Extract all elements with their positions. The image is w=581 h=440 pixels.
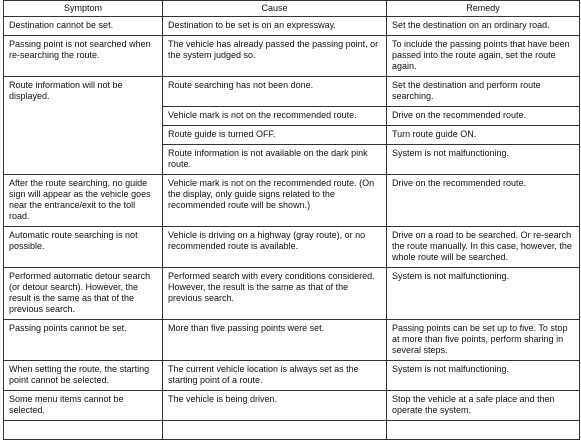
header-cause: Cause — [163, 1, 387, 17]
table-row — [4, 268, 580, 320]
remedy-cell: System is not malfunctioning. — [387, 145, 580, 175]
cause-cell: Route searching has not been done. — [163, 77, 387, 107]
cause-cell: Performed search with every conditions considered. However, the result is the same as that of the previous search. — [163, 268, 387, 320]
table-row — [4, 77, 580, 107]
table-row — [4, 391, 580, 421]
table-body — [4, 17, 580, 440]
remedy-cell: Drive on the recommended route. — [387, 175, 580, 227]
table-row — [4, 361, 580, 391]
table-row — [4, 320, 580, 361]
cause-cell: The vehicle is being driven. — [163, 391, 387, 421]
remedy-cell: To include the passing points that have been passed into the route again, set the route again. — [387, 36, 580, 77]
remedy-cell — [387, 421, 580, 440]
remedy-cell: System is not malfunctioning. — [387, 268, 580, 320]
remedy-cell: Drive on the recommended route. — [387, 107, 580, 126]
table-row — [4, 421, 580, 440]
symptom-cell: Performed automatic detour search (or detour search). However, the result is the same as that of the previous search. — [4, 268, 163, 320]
table-row — [4, 175, 580, 227]
remedy-cell: Turn route guide ON. — [387, 126, 580, 145]
remedy-cell: Drive on a road to be searched. Or re-search the route manually. In this case, however, the whole route will be searched. — [387, 227, 580, 268]
symptom-cell: Some menu items cannot be selected. — [4, 391, 163, 421]
symptom-cell: When setting the route, the starting point cannot be selected. — [4, 361, 163, 391]
remedy-cell: System is not malfunctioning. — [387, 361, 580, 391]
remedy-cell: Passing points can be set up to five. To stop at more than five points, perform sharing in several steps. — [387, 320, 580, 361]
header-symptom: Symptom — [4, 1, 163, 17]
cause-cell: Route guide is turned OFF. — [163, 126, 387, 145]
header-remedy: Remedy — [387, 1, 580, 17]
symptom-cell: Route information will not be displayed. — [4, 77, 163, 175]
table-row — [4, 36, 580, 77]
table-row — [4, 17, 580, 36]
cause-cell: The vehicle has already passed the passing point, or the system judged so. — [163, 36, 387, 77]
symptom-cell: Passing points cannot be set. — [4, 320, 163, 361]
table-row — [4, 227, 580, 268]
remedy-cell: Set the destination on an ordinary road. — [387, 17, 580, 36]
troubleshooting-table — [3, 0, 580, 440]
symptom-cell: Destination cannot be set. — [4, 17, 163, 36]
cause-cell: Vehicle mark is not on the recommended route. — [163, 107, 387, 126]
symptom-cell — [4, 421, 163, 440]
cause-cell: Vehicle is driving on a highway (gray route), or no recommended route is available. — [163, 227, 387, 268]
cause-cell: Route information is not available on the dark pink route. — [163, 145, 387, 175]
remedy-cell: Stop the vehicle at a safe place and then operate the system. — [387, 391, 580, 421]
cause-cell: More than five passing points were set. — [163, 320, 387, 361]
cause-cell: The current vehicle location is always set as the starting point of a route. — [163, 361, 387, 391]
remedy-cell: Set the destination and perform route searching. — [387, 77, 580, 107]
symptom-cell: Passing point is not searched when re-searching the route. — [4, 36, 163, 77]
header-row — [4, 1, 580, 17]
cause-cell: Vehicle mark is not on the recommended route. (On the display, only guide signs related to the recommended route will be shown.) — [163, 175, 387, 227]
cause-cell — [163, 421, 387, 440]
cause-cell: Destination to be set is on an expressway. — [163, 17, 387, 36]
symptom-cell: After the route searching, no guide sign will appear as the vehicle goes near the entrance/exit to the toll road. — [4, 175, 163, 227]
symptom-cell: Automatic route searching is not possible. — [4, 227, 163, 268]
